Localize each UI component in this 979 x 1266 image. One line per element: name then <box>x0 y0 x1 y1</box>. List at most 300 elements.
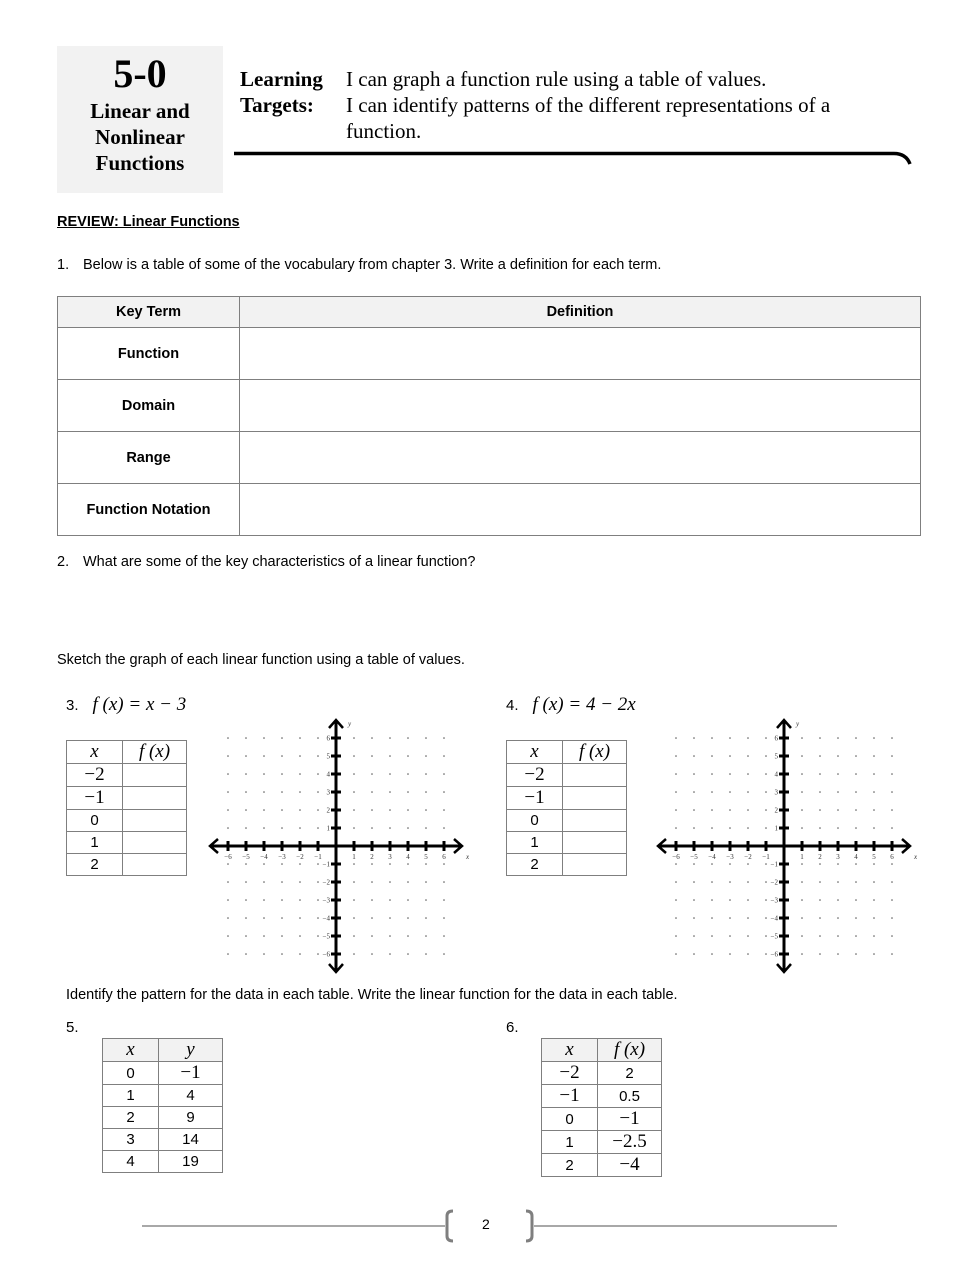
grid-dot <box>371 953 373 955</box>
grid-dot <box>693 935 695 937</box>
grid-dot <box>263 791 265 793</box>
y-tick-label: 3 <box>774 788 778 797</box>
grid-dot <box>299 935 301 937</box>
column-header: x <box>67 741 123 764</box>
grid-dot <box>227 953 229 955</box>
table-row <box>103 1062 223 1085</box>
grid-dot <box>747 827 749 829</box>
grid-dot <box>693 899 695 901</box>
grid-dot <box>729 809 731 811</box>
y-tick-label: −2 <box>770 878 778 887</box>
coordinate-grid-problem-3[interactable] <box>205 710 470 975</box>
y-tick-label: 4 <box>326 770 330 779</box>
grid-dot <box>353 953 355 955</box>
grid-dot <box>443 899 445 901</box>
y-tick-label: 5 <box>326 752 330 761</box>
grid-dot <box>371 899 373 901</box>
grid-dot <box>425 863 427 865</box>
grid-dot <box>317 791 319 793</box>
grid-dot <box>443 755 445 757</box>
grid-dot <box>855 737 857 739</box>
grid-dot <box>227 773 229 775</box>
grid-dot <box>353 755 355 757</box>
table-row <box>542 1062 662 1085</box>
grid-dot <box>711 881 713 883</box>
grid-dot <box>263 737 265 739</box>
grid-dot <box>407 809 409 811</box>
fx-answer-cell[interactable] <box>123 810 187 832</box>
fx-answer-cell[interactable] <box>563 764 627 787</box>
grid-dot <box>371 935 373 937</box>
grid-dot <box>281 737 283 739</box>
grid-dot <box>407 881 409 883</box>
x-value: 4 <box>103 1151 159 1173</box>
grid-dot <box>389 737 391 739</box>
grid-dot <box>407 917 409 919</box>
grid-dot <box>855 773 857 775</box>
grid-dot <box>263 827 265 829</box>
grid-dot <box>675 881 677 883</box>
grid-dot <box>353 881 355 883</box>
x-tick-label: 2 <box>818 853 822 861</box>
table-row <box>542 1154 662 1177</box>
table-row <box>507 787 627 810</box>
grid-dot <box>873 935 875 937</box>
grid-dot <box>693 827 695 829</box>
grid-dot <box>837 953 839 955</box>
x-value: −1 <box>507 787 563 810</box>
grid-dot <box>693 917 695 919</box>
grid-dot <box>747 773 749 775</box>
table-row <box>67 810 187 832</box>
grid-dot <box>353 791 355 793</box>
grid-dot <box>891 755 893 757</box>
fx-answer-cell[interactable] <box>123 787 187 810</box>
grid-dot <box>371 827 373 829</box>
grid-dot <box>819 863 821 865</box>
definition-cell[interactable] <box>240 328 921 380</box>
table-header-row <box>103 1039 223 1062</box>
y-tick-label: −1 <box>322 860 330 869</box>
grid-dot <box>837 737 839 739</box>
x-tick-label: −5 <box>690 853 698 861</box>
grid-dot <box>873 953 875 955</box>
grid-dot <box>443 953 445 955</box>
x-tick-label: −5 <box>242 853 250 861</box>
table-row <box>542 1085 662 1108</box>
y-tick-label: −4 <box>770 914 778 923</box>
grid-dot <box>837 899 839 901</box>
value-table-problem-4 <box>506 740 627 876</box>
grid-dot <box>353 809 355 811</box>
table-row <box>103 1151 223 1173</box>
grid-dot <box>819 737 821 739</box>
y-tick-label: 3 <box>326 788 330 797</box>
grid-dot <box>855 791 857 793</box>
grid-dot <box>299 881 301 883</box>
learning-target: I can identify patterns of the different representations of a function. <box>346 93 831 143</box>
y-tick-label: −6 <box>322 950 330 959</box>
grid-dot <box>443 935 445 937</box>
grid-dot <box>693 773 695 775</box>
grid-dot <box>263 863 265 865</box>
grid-dot <box>729 899 731 901</box>
section-title: REVIEW: Linear Functions <box>57 214 240 230</box>
grid-dot <box>675 737 677 739</box>
grid-dot <box>263 899 265 901</box>
y-tick-label: 2 <box>774 806 778 815</box>
grid-dot <box>765 881 767 883</box>
fx-answer-cell[interactable] <box>563 832 627 854</box>
y-tick-label: 2 <box>326 806 330 815</box>
grid-dot <box>819 827 821 829</box>
grid-dot <box>353 935 355 937</box>
grid-dot <box>837 809 839 811</box>
grid-dot <box>873 899 875 901</box>
grid-dot <box>227 935 229 937</box>
grid-dot <box>819 935 821 937</box>
x-tick-label: 4 <box>406 853 410 861</box>
x-value: −2 <box>507 764 563 787</box>
x-value: 2 <box>103 1107 159 1129</box>
x-value: −1 <box>67 787 123 810</box>
grid-dot <box>675 953 677 955</box>
grid-dot <box>227 755 229 757</box>
grid-dot <box>801 773 803 775</box>
x-tick-label: 6 <box>890 853 894 861</box>
grid-dot <box>317 737 319 739</box>
grid-dot <box>227 899 229 901</box>
grid-dot <box>711 755 713 757</box>
grid-dot <box>227 881 229 883</box>
grid-dot <box>693 953 695 955</box>
key-term: Function <box>58 328 240 380</box>
grid-dot <box>407 935 409 937</box>
grid-dot <box>729 953 731 955</box>
y-tick-label: −6 <box>770 950 778 959</box>
lesson-number: 5-0 <box>113 51 167 96</box>
grid-dot <box>443 827 445 829</box>
grid-dot <box>801 899 803 901</box>
problem-number: 4. <box>506 697 519 714</box>
grid-dot <box>819 755 821 757</box>
grid-dot <box>389 827 391 829</box>
grid-dot <box>891 827 893 829</box>
column-header: f (x) <box>123 741 187 764</box>
x-tick-label: −6 <box>672 853 680 861</box>
column-header: f (x) <box>598 1039 662 1062</box>
grid-dot <box>873 737 875 739</box>
grid-dot <box>837 917 839 919</box>
y-value: 4 <box>159 1085 223 1107</box>
grid-dot <box>765 773 767 775</box>
grid-dot <box>317 773 319 775</box>
grid-dot <box>675 827 677 829</box>
definition-cell[interactable] <box>240 432 921 484</box>
grid-dot <box>443 881 445 883</box>
pattern-instructions: Identify the pattern for the data in each table. Write the linear function for the data in each table. <box>66 987 678 1003</box>
grid-dot <box>407 953 409 955</box>
grid-dot <box>873 791 875 793</box>
grid-dot <box>227 809 229 811</box>
grid-dot <box>855 863 857 865</box>
table-row <box>507 854 627 876</box>
grid-dot <box>245 863 247 865</box>
grid-dot <box>281 899 283 901</box>
grid-dot <box>317 827 319 829</box>
grid-dot <box>263 935 265 937</box>
learning-targets-label <box>240 66 323 118</box>
x-tick-label: 2 <box>370 853 374 861</box>
x-value: 2 <box>507 854 563 876</box>
x-tick-label: −4 <box>708 853 716 861</box>
grid-dot <box>443 809 445 811</box>
y-tick-label: 1 <box>774 824 778 833</box>
grid-dot <box>801 791 803 793</box>
x-tick-label: −4 <box>260 853 268 861</box>
table-row <box>67 764 187 787</box>
function-rule: f (x) = 4 − 2x <box>532 694 636 715</box>
x-value: −2 <box>67 764 123 787</box>
grid-dot <box>819 791 821 793</box>
grid-dot <box>801 755 803 757</box>
grid-dot <box>317 935 319 937</box>
grid-dot <box>891 863 893 865</box>
grid-dot <box>425 899 427 901</box>
question-2 <box>57 554 476 570</box>
grid-dot <box>281 809 283 811</box>
grid-dot <box>855 827 857 829</box>
grid-dot <box>765 863 767 865</box>
y-tick-label: 6 <box>326 734 330 743</box>
grid-dot <box>711 953 713 955</box>
definition-cell[interactable] <box>240 380 921 432</box>
grid-dot <box>425 935 427 937</box>
grid-dot <box>299 827 301 829</box>
x-tick-label: 3 <box>836 853 840 861</box>
problem-number: 3. <box>66 697 79 714</box>
table-header-row <box>67 741 187 764</box>
x-value: −1 <box>542 1085 598 1108</box>
grid-dot <box>837 881 839 883</box>
x-value: 1 <box>103 1085 159 1107</box>
grid-dot <box>801 881 803 883</box>
fx-answer-cell[interactable] <box>123 764 187 787</box>
learning-target: I can graph a function rule using a table of values. <box>346 67 767 91</box>
grid-dot <box>765 899 767 901</box>
grid-dot <box>281 791 283 793</box>
grid-dot <box>837 755 839 757</box>
grid-dot <box>299 809 301 811</box>
grid-dot <box>747 791 749 793</box>
grid-dot <box>263 809 265 811</box>
grid-dot <box>873 863 875 865</box>
table-row <box>58 484 921 536</box>
grid-dot <box>245 809 247 811</box>
grid-dot <box>747 953 749 955</box>
x-axis-label: x <box>914 853 918 861</box>
grid-dot <box>317 881 319 883</box>
grid-dot <box>227 827 229 829</box>
grid-dot <box>711 791 713 793</box>
grid-dot <box>227 737 229 739</box>
grid-dot <box>443 737 445 739</box>
grid-dot <box>281 881 283 883</box>
y-axis-label: y <box>796 720 800 728</box>
grid-dot <box>711 935 713 937</box>
question-text: What are some of the key characteristics of a linear function? <box>83 554 476 570</box>
fx-answer-cell[interactable] <box>563 810 627 832</box>
value-table-problem-3 <box>66 740 187 876</box>
grid-dot <box>711 899 713 901</box>
x-value: 1 <box>507 832 563 854</box>
question-number: 2. <box>57 554 70 570</box>
data-table-problem-6 <box>541 1038 662 1177</box>
grid-dot <box>425 737 427 739</box>
grid-dot <box>317 899 319 901</box>
y-tick-label: −4 <box>322 914 330 923</box>
grid-dot <box>855 917 857 919</box>
grid-dot <box>389 755 391 757</box>
grid-dot <box>819 881 821 883</box>
grid-dot <box>837 791 839 793</box>
grid-dot <box>729 755 731 757</box>
table-row <box>67 854 187 876</box>
grid-dot <box>425 755 427 757</box>
grid-dot <box>891 773 893 775</box>
grid-dot <box>263 881 265 883</box>
y-tick-label: −3 <box>770 896 778 905</box>
grid-dot <box>837 935 839 937</box>
grid-dot <box>693 737 695 739</box>
y-tick-label: 5 <box>774 752 778 761</box>
y-axis-label: y <box>348 720 352 728</box>
x-tick-label: 6 <box>442 853 446 861</box>
grid-dot <box>299 773 301 775</box>
definition-cell[interactable] <box>240 484 921 536</box>
x-tick-label: −1 <box>314 853 322 861</box>
grid-dot <box>263 917 265 919</box>
grid-dot <box>353 917 355 919</box>
grid-dot <box>855 755 857 757</box>
grid-dot <box>317 953 319 955</box>
grid-dot <box>317 809 319 811</box>
grid-dot <box>765 917 767 919</box>
fx-answer-cell[interactable] <box>123 832 187 854</box>
page-number: 2 <box>482 1216 490 1232</box>
grid-dot <box>281 755 283 757</box>
grid-dot <box>711 917 713 919</box>
column-header: x <box>103 1039 159 1062</box>
grid-dot <box>747 863 749 865</box>
x-tick-label: −2 <box>296 853 304 861</box>
grid-dot <box>281 827 283 829</box>
fx-value: 2 <box>598 1062 662 1085</box>
table-row <box>507 764 627 787</box>
grid-dot <box>371 881 373 883</box>
question-text: Below is a table of some of the vocabulary from chapter 3. Write a definition for each term. <box>83 257 662 273</box>
grid-dot <box>389 863 391 865</box>
grid-dot <box>425 917 427 919</box>
grid-dot <box>747 755 749 757</box>
grid-dot <box>855 935 857 937</box>
grid-dot <box>891 953 893 955</box>
grid-dot <box>675 899 677 901</box>
grid-dot <box>801 917 803 919</box>
grid-dot <box>389 773 391 775</box>
grid-dot <box>855 881 857 883</box>
grid-dot <box>245 755 247 757</box>
header-rule <box>234 150 910 170</box>
coordinate-grid-problem-4[interactable] <box>653 710 918 975</box>
grid-dot <box>371 755 373 757</box>
grid-dot <box>299 791 301 793</box>
table-row <box>103 1107 223 1129</box>
x-value: 0 <box>103 1062 159 1085</box>
grid-dot <box>765 935 767 937</box>
column-header: Definition <box>240 297 921 328</box>
fx-answer-cell[interactable] <box>563 787 627 810</box>
grid-dot <box>801 953 803 955</box>
vocab-table <box>57 296 921 536</box>
grid-dot <box>747 935 749 937</box>
grid-dot <box>425 773 427 775</box>
grid-dot <box>819 899 821 901</box>
table-row <box>58 328 921 380</box>
grid-dot <box>819 953 821 955</box>
grid-dot <box>353 773 355 775</box>
column-header: x <box>542 1039 598 1062</box>
table-row <box>103 1129 223 1151</box>
fx-answer-cell[interactable] <box>123 854 187 876</box>
grid-dot <box>801 809 803 811</box>
grid-dot <box>693 863 695 865</box>
grid-dot <box>443 863 445 865</box>
fx-value: −2.5 <box>598 1131 662 1154</box>
sketch-instructions: Sketch the graph of each linear function using a table of values. <box>57 652 465 668</box>
x-value: 1 <box>67 832 123 854</box>
grid-dot <box>353 827 355 829</box>
grid-dot <box>675 773 677 775</box>
grid-dot <box>819 773 821 775</box>
table-row <box>507 832 627 854</box>
lesson-title-line: Functions <box>95 151 185 175</box>
y-value: −1 <box>159 1062 223 1085</box>
x-tick-label: 3 <box>388 853 392 861</box>
grid-dot <box>263 755 265 757</box>
grid-dot <box>855 899 857 901</box>
grid-dot <box>891 917 893 919</box>
grid-dot <box>299 953 301 955</box>
y-tick-label: −5 <box>322 932 330 941</box>
grid-dot <box>675 809 677 811</box>
y-tick-label: 1 <box>326 824 330 833</box>
y-tick-label: −1 <box>770 860 778 869</box>
table-row <box>58 380 921 432</box>
x-tick-label: 4 <box>854 853 858 861</box>
x-tick-label: −3 <box>278 853 286 861</box>
grid-dot <box>227 917 229 919</box>
grid-dot <box>693 881 695 883</box>
x-tick-label: −3 <box>726 853 734 861</box>
table-row <box>542 1108 662 1131</box>
key-term: Range <box>58 432 240 484</box>
table-row <box>103 1085 223 1107</box>
fx-answer-cell[interactable] <box>563 854 627 876</box>
table-header-row <box>507 741 627 764</box>
grid-dot <box>801 863 803 865</box>
grid-dot <box>227 791 229 793</box>
